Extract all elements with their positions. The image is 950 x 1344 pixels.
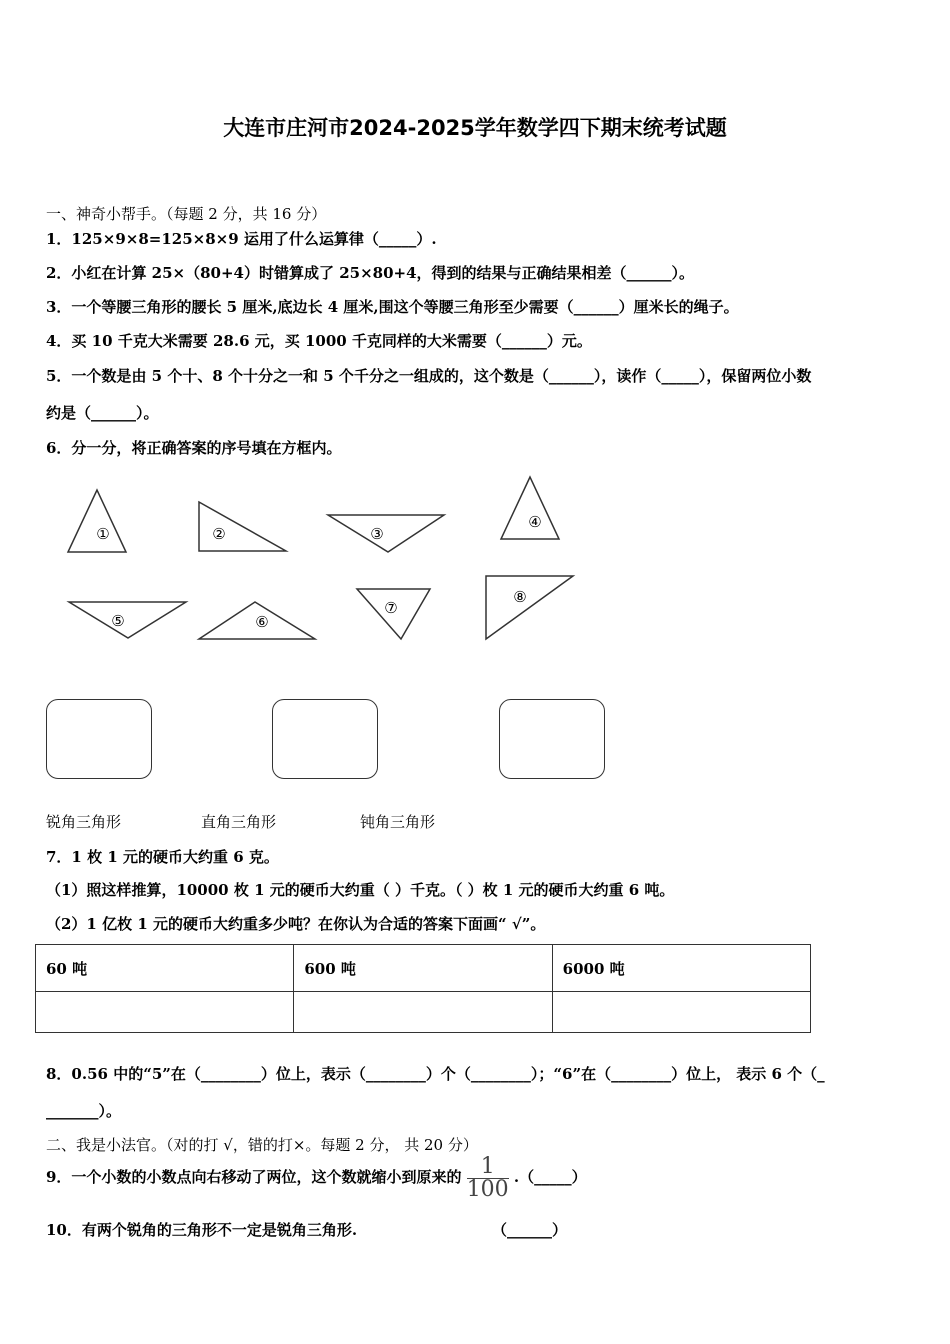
section-1-heading: 一、神奇小帮手。（每题 2 分，共 16 分） [46, 205, 327, 223]
question-2: 2．小红在计算 25×（80+4）时错算成了 25×80+4，得到的结果与正确结果相差（______）。 [46, 264, 695, 282]
triangle-label-7: ⑦ [384, 599, 398, 617]
option-60: 60 吨 [36, 945, 294, 992]
question-5: 5．一个数是由 5 个十、8 个十分之一和 5 个千分之一组成的，这个数是（______），读作（_____），保留两位小数 [46, 367, 812, 385]
question-6: 6．分一分，将正确答案的序号填在方框内。 [46, 439, 342, 457]
question-9 [46, 1155, 587, 1201]
triangle-label-3: ③ [370, 525, 384, 543]
triangle-label-6: ⑥ [255, 613, 269, 631]
answer-table [35, 944, 811, 1033]
question-3: 3．一个等腰三角形的腰长 5 厘米,底边长 4 厘米,围这个等腰三角形至少需要（______）厘米长的绳子。 [46, 298, 739, 316]
option-600: 600 吨 [294, 945, 552, 992]
option-6000: 6000 吨 [552, 945, 810, 992]
check-cell-600[interactable] [294, 992, 552, 1033]
question-1: 1．125×9×8=125×8×9 运用了什么运算律（_____）. [46, 230, 437, 248]
label-right: 直角三角形 [201, 813, 277, 831]
question-8-cont: _______）。 [46, 1102, 122, 1120]
answer-box-obtuse[interactable] [499, 699, 605, 779]
question-8: 8．0.56 中的“5”在（________）位上，表示（________）个（________）；“6”在（________）位上， 表示 6 个（_ [46, 1065, 825, 1083]
page-title: 大连市庄河市2024-2025学年数学四下期末统考试题 [223, 116, 727, 140]
section-2-heading: 二、我是小法官。（对的打 √，错的打×。每题 2 分， 共 20 分） [46, 1136, 478, 1154]
triangle-label-8: ⑧ [513, 588, 527, 606]
answer-box-right[interactable] [272, 699, 378, 779]
triangle-5 [69, 602, 186, 638]
question-9-text: 9．一个小数的小数点向右移动了两位，这个数就缩小到原来的 [46, 1168, 462, 1186]
triangle-label-2: ② [212, 525, 226, 543]
fraction [466, 1153, 509, 1202]
label-obtuse: 钝角三角形 [360, 813, 436, 831]
question-9-blank: .（_____） [513, 1168, 587, 1186]
triangle-8 [486, 576, 573, 639]
question-5-cont: 约是（______）。 [46, 404, 159, 422]
check-cell-6000[interactable] [552, 992, 810, 1033]
triangle-label-5: ⑤ [111, 612, 125, 630]
question-10-blank: （______） [492, 1221, 568, 1239]
question-7-part-1: （1）照这样推算，10000 枚 1 元的硬币大约重（ ）千克。（ ）枚 1 元的硬币大约重 6 吨。 [46, 881, 675, 899]
fraction-numerator: 1 [467, 1156, 509, 1179]
question-4: 4．买 10 千克大米需要 28.6 元，买 1000 千克同样的大米需要（______）元。 [46, 332, 592, 350]
answer-box-acute[interactable] [46, 699, 152, 779]
fraction-denominator: 100 [466, 1176, 509, 1202]
question-10: 10．有两个锐角的三角形不一定是锐角三角形. [46, 1221, 358, 1239]
question-7-part-2: （2）1 亿枚 1 元的硬币大约重多少吨？在你认为合适的答案下面画“ √”。 [46, 915, 546, 933]
question-7: 7．1 枚 1 元的硬币大约重 6 克。 [46, 848, 279, 866]
label-acute: 锐角三角形 [46, 813, 122, 831]
check-cell-60[interactable] [36, 992, 294, 1033]
triangle-label-4: ④ [528, 513, 542, 531]
triangle-label-1: ① [96, 525, 110, 543]
triangle-3 [328, 515, 444, 552]
